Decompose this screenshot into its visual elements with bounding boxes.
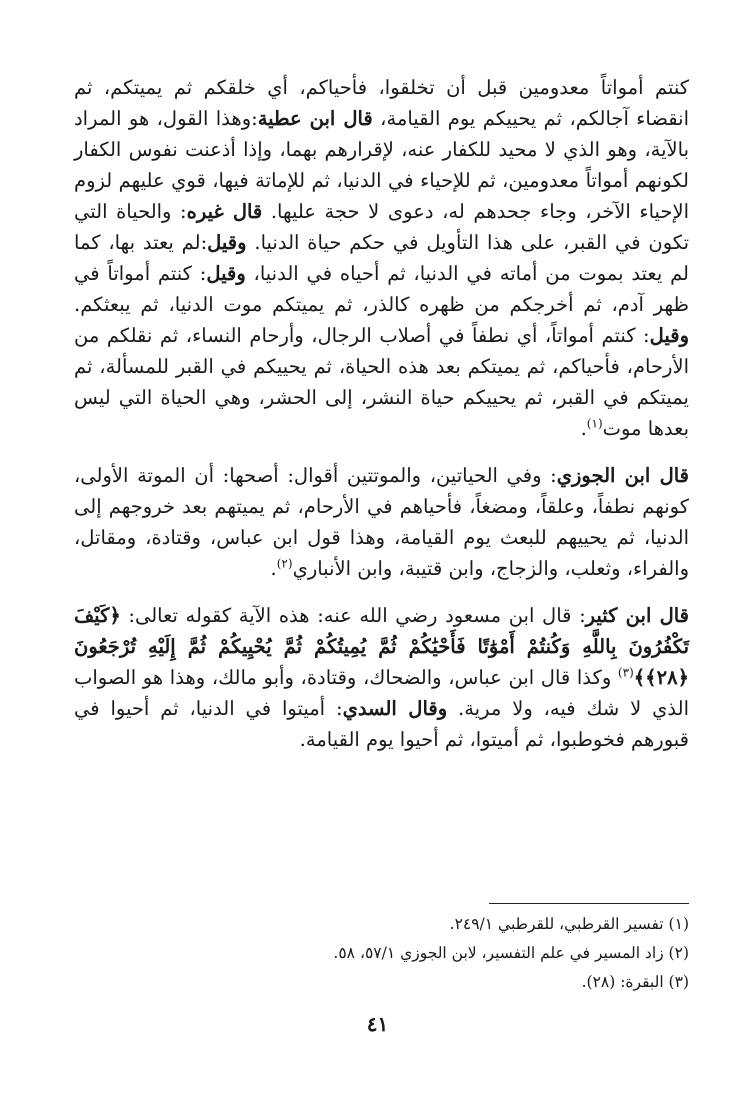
text-segment: . <box>270 557 277 580</box>
page-number: ٤١ <box>366 1012 389 1036</box>
text-segment: : كنتم أمواتاً في ظهر آدم، ثم أخرجكم من ظهره كالذر، ثم يميتكم موت الدنيا، ثم يبعثكم. <box>74 262 689 316</box>
speaker-label: وقيل <box>649 324 689 347</box>
footnote-ref: (١) <box>586 416 603 431</box>
text-segment: وكذا قال ابن عباس، والضحاك، وقتادة، وأبو مالك، وهذا هو الصواب الذي لا شك فيه، ولا مرية. <box>74 666 689 720</box>
text-segment: :وهذا القول، هو المراد بالآية، وهو الذي لا محيد للكفار عنه، لإقرارهم بهما، وإذا أذعنت نفوس الكفار لكونهم أمواتاً معدومين، ثم للإحياء في الدنيا، ثم للإماتة فيها، قوي عليهم لزوم الإحياء الآخر، وجاء جحدهم له، دعوى لا حجة عليها. <box>74 107 689 223</box>
speaker-label: قال ابن الجوزي <box>556 464 689 487</box>
quran-verse: ﴿كَيْفَ تَكْفُرُونَ بِاللَّهِ وَكُنتُمْ أَمْوَٰتًا فَأَحْيَٰكُمْ ثُمَّ يُمِيتُكُمْ ثُمَّ يُحْيِيكُمْ ثُمَّ إِلَيْهِ تُرْجَعُونَ ﴿٢٨﴾﴾ <box>74 604 689 689</box>
footnote: (١) تفسير القرطبي، للقرطبي ٢٤٩/١. <box>449 915 689 933</box>
text-segment: : أميتوا في الدنيا، ثم أحيوا في قبورهم فخوطبوا، ثم أميتوا، ثم أحيوا يوم القيامة. <box>74 697 689 751</box>
text-segment: :لم يعتد بها، كما لم يعتد بموت من أماته في الدنيا، ثم أحياه في الدنيا، <box>74 231 690 285</box>
speaker-label: وقيل <box>206 262 246 285</box>
text-segment: : وفي الحياتين، والموتتين أقوال: أصحها: أن الموتة الأولى، كونهم نطفاً، وعلقاً، ومضغاً، فأحياهم في الأرحام، ثم يميتهم بعد خروجهم إلى الدنيا، ثم يحييهم للبعث يوم القيامة، وهذا قول ابن عباس، وقتادة، ومقاتل، والفراء، وثعلب، والزجاج، وابن قتيبة، وابن الأنباري <box>74 464 689 580</box>
footnote-ref: (٣) <box>617 665 634 680</box>
speaker-label: قال ابن كثير <box>585 604 690 627</box>
text-segment: : كنتم أمواتاً، أي نطفاً في أصلاب الرجال، وأرحام النساء، ثم نقلكم من الأرحام، فأحياكم، ثم يميتكم بعد هذه الحياة، ثم يحييكم في القبر للمسألة، ثم يميتكم في القبر، ثم يحييكم حياة النشر، إلى الحشر، وهي الحياة التي ليس بعدها موت <box>74 324 689 440</box>
text-segment: : والحياة التي تكون في القبر، على هذا التأويل في حكم حياة الدنيا. <box>74 200 689 254</box>
text-segment: : قال ابن مسعود رضي الله عنه: هذه الآية كقوله تعالى: <box>120 604 586 627</box>
speaker-label: وقيل <box>207 231 247 254</box>
text-segment: . <box>580 417 587 440</box>
speaker-label: قال ابن عطية <box>257 107 373 130</box>
speaker-label: قال غيره <box>186 200 263 223</box>
paragraph <box>74 460 689 584</box>
footnote-divider <box>489 903 689 904</box>
speaker-label: وقال السدي <box>342 697 448 720</box>
footnotes <box>74 910 689 997</box>
main-text <box>74 72 689 755</box>
text-segment: كنتم أمواتاً معدومين قبل أن تخلقوا، فأحياكم، أي خلقكم ثم يميتكم، ثم انقضاء آجالكم، ثم يحييكم يوم القيامة، <box>74 76 689 130</box>
paragraph <box>74 72 689 444</box>
footnote-ref: (٢) <box>276 556 293 571</box>
footnote: (٢) زاد المسير في علم التفسير، لابن الجوزي ٥٧/١، ٥٨. <box>333 944 689 962</box>
paragraph <box>74 600 689 755</box>
footnote: (٣) البقرة: (٢٨). <box>581 973 689 991</box>
